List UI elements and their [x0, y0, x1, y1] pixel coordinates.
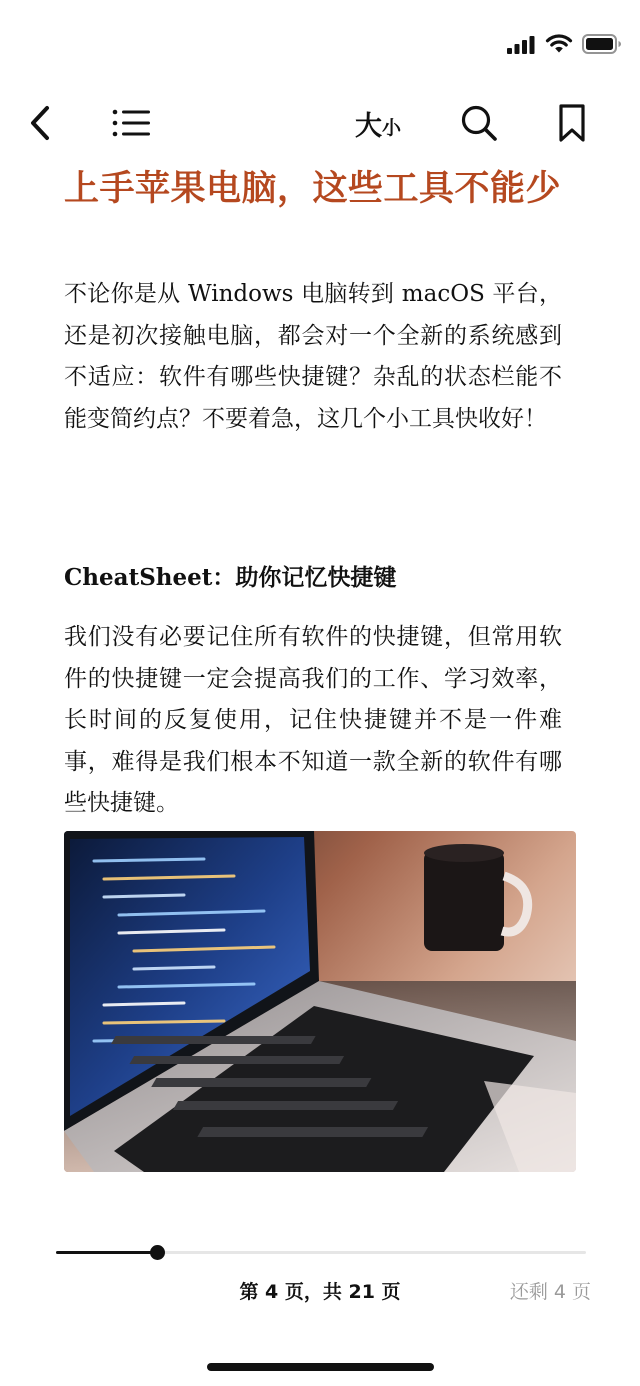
search-icon — [460, 104, 498, 142]
pages-left-label: 还剩 4 页 — [509, 1281, 591, 1303]
laptop-photo — [64, 831, 576, 1172]
cellular-signal-icon — [507, 36, 535, 54]
wifi-icon — [545, 34, 573, 54]
back-button[interactable] — [18, 90, 62, 156]
home-indicator[interactable] — [207, 1363, 434, 1371]
table-of-contents-button[interactable] — [108, 90, 154, 156]
list-icon — [111, 108, 151, 138]
font-size-small-glyph: 小 — [381, 116, 401, 139]
reader-toolbar — [0, 90, 640, 160]
bookmark-button[interactable] — [552, 90, 592, 156]
progress-fill — [56, 1251, 157, 1254]
article-photo — [64, 831, 576, 1172]
section-heading: CheatSheet：助你记忆快捷键 — [64, 564, 397, 591]
chevron-left-icon — [28, 105, 52, 141]
article-intro: 不论你是从 Windows 电脑转到 macOS 平台，还是初次接触电脑，都会对一个全新的系统感到不适应：软件有哪些快捷键？杂乱的状态栏能不能变简约点？不要着急，这几个小工具快收好！ — [64, 281, 562, 432]
section-body: 我们没有必要记住所有软件的快捷键，但常用软件的快捷键一定会提高我们的工作、学习效率，长时间的反复使用，记住快捷键并不是一件难事，难得是我们根本不知道一款全新的软件有哪些快捷键。 — [64, 624, 562, 816]
status-bar — [0, 0, 640, 80]
progress-knob[interactable] — [150, 1245, 165, 1260]
reading-progress-slider[interactable] — [56, 1251, 586, 1254]
font-size-large-glyph: 大 — [354, 110, 382, 142]
search-button[interactable] — [456, 90, 502, 156]
font-size-button[interactable] — [345, 90, 411, 156]
battery-icon — [582, 34, 622, 54]
article-title: 上手苹果电脑，这些工具不能少 — [64, 168, 562, 209]
page-indicator: 第 4 页，共 21 页 — [239, 1281, 401, 1303]
bookmark-icon — [558, 103, 586, 143]
